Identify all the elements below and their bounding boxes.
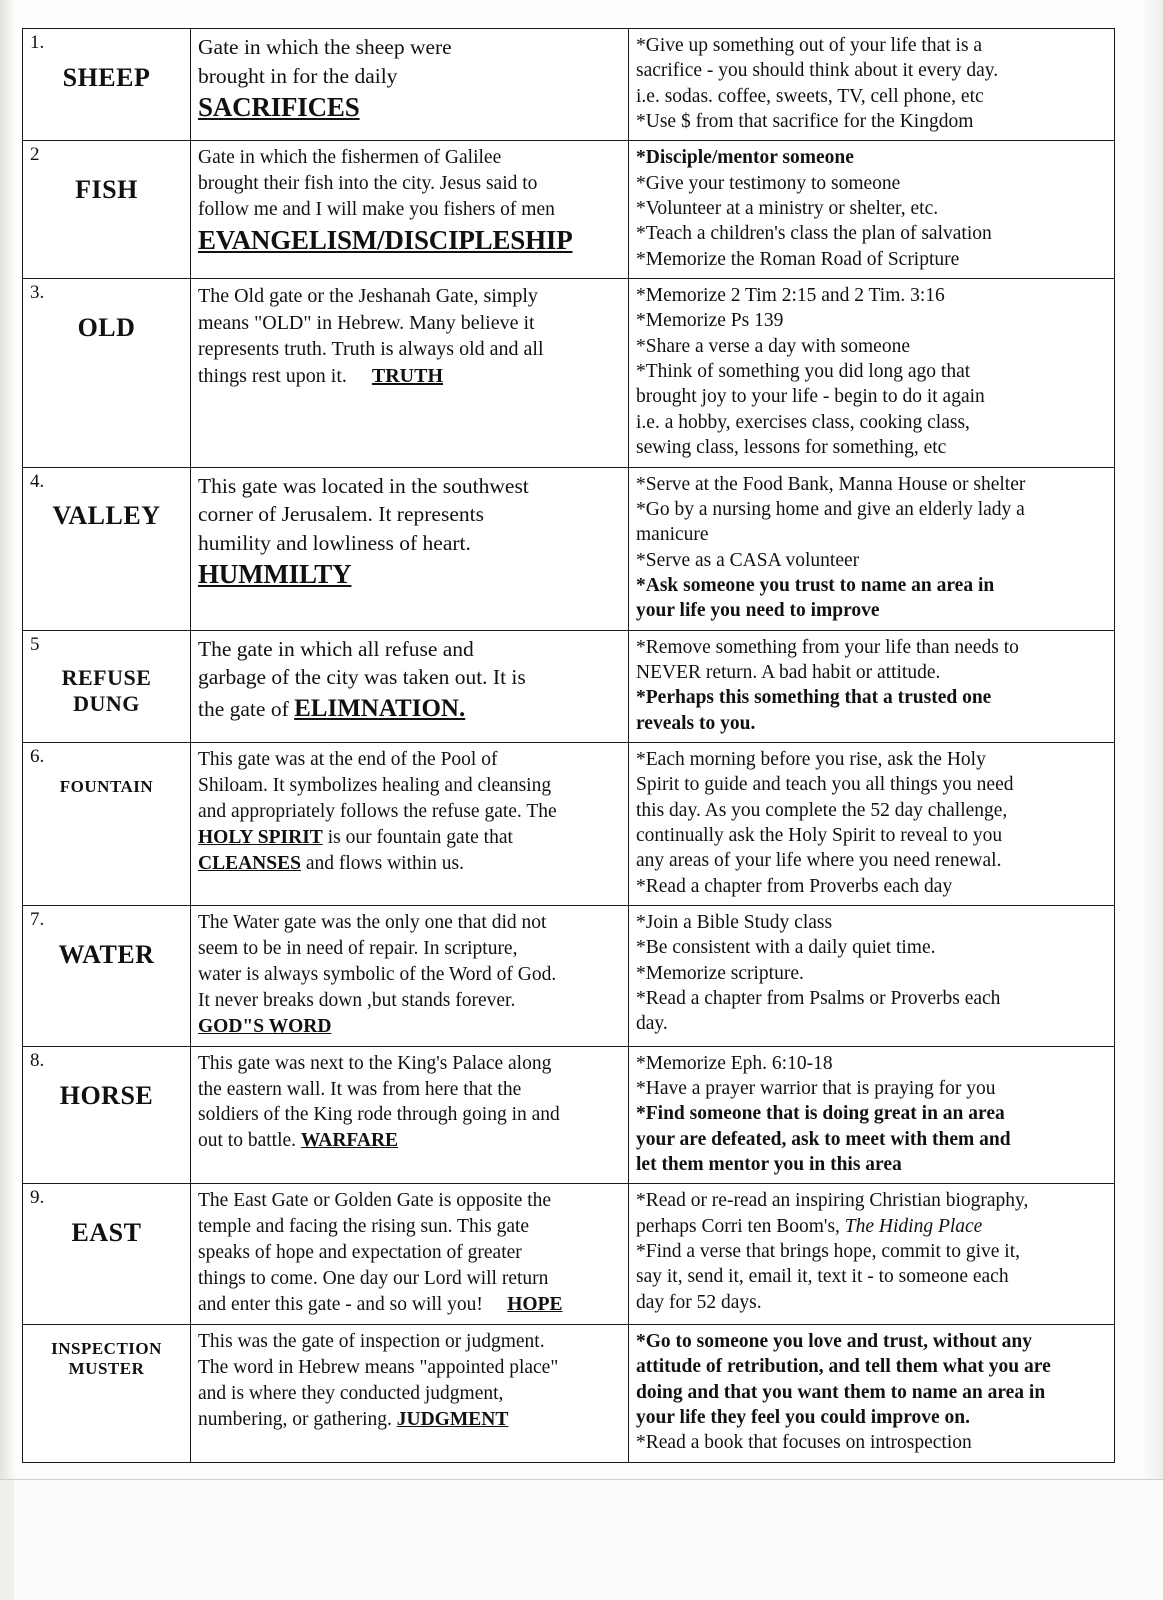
action-line	[636, 1152, 1107, 1177]
action-line	[636, 1380, 1107, 1405]
action-line-text: doing and that you want them to name an area in	[636, 1381, 1046, 1403]
gate-keyword-secondary: CLEANSES	[198, 852, 301, 874]
table-row	[23, 279, 1115, 467]
action-line	[636, 598, 1107, 623]
action-line-text: attitude of retribution, and tell them what you are	[636, 1356, 1051, 1378]
action-line-text: *Memorize 2 Tim 2:15 and 2 Tim. 3:16	[636, 285, 945, 307]
gate-number: 2	[30, 144, 40, 166]
table-row	[23, 1046, 1115, 1184]
gate-keyword: JUDGMENT	[396, 1408, 509, 1430]
table-row	[23, 742, 1115, 905]
gate-name	[30, 501, 183, 531]
gate-keyword: TRUTH	[371, 364, 444, 387]
gate-actions-cell	[629, 742, 1115, 905]
action-line-text: *Use $ from that sacrifice for the Kingdom	[636, 111, 974, 133]
gate-name	[30, 777, 183, 797]
gate-number: 8.	[30, 1049, 45, 1071]
action-line-text: *Read a book that focuses on introspection	[636, 1432, 972, 1454]
action-line-text: *Find someone that is doing great in an area	[636, 1103, 1005, 1125]
action-line-text: say it, send it, email it, text it - to someone each	[636, 1266, 1009, 1288]
action-line-text: let them mentor you in this area	[636, 1153, 902, 1175]
gate-name-line-1: EAST	[71, 1218, 142, 1248]
gate-description-cell	[191, 742, 629, 905]
description-line: numbering, or gathering.	[198, 1408, 397, 1430]
action-line	[636, 961, 1107, 986]
gate-description-cell	[191, 630, 629, 742]
action-line-text: i.e. a hobby, exercises class, cooking class,	[636, 411, 970, 433]
gates-table	[22, 28, 1115, 1463]
table-row	[23, 29, 1115, 141]
description-line: brought in for the daily	[198, 63, 398, 88]
action-line	[636, 823, 1107, 848]
action-line-text: *Go to someone you love and trust, without any	[636, 1330, 1032, 1352]
action-line	[636, 522, 1107, 547]
action-line-text: *Serve as a CASA volunteer	[636, 549, 860, 571]
gate-name-line-1: HORSE	[59, 1080, 154, 1110]
scan-edge-shadow-bottom	[0, 1480, 14, 1600]
gate-actions-cell	[629, 279, 1115, 467]
gate-number: 1.	[30, 32, 45, 53]
table-row	[23, 906, 1115, 1047]
action-line	[636, 1188, 1107, 1213]
description-line: represents truth. Truth is always old and all	[198, 338, 544, 361]
gate-number-cell	[23, 906, 191, 1047]
gate-keyword: ELIMNATION.	[294, 694, 466, 722]
gate-name-line-1: INSPECTION	[51, 1338, 162, 1358]
gate-keyword-line	[198, 223, 621, 259]
action-line-text: continually ask the Holy Spirit to reveal to you	[636, 824, 1003, 846]
action-line	[636, 1011, 1107, 1036]
gate-description-cell	[191, 279, 629, 467]
action-line	[636, 109, 1107, 134]
action-line	[636, 497, 1107, 522]
action-line-text: *Share a verse a day with someone	[636, 335, 910, 357]
action-line	[636, 1290, 1107, 1315]
action-line	[636, 1101, 1107, 1126]
gate-actions-cell	[629, 630, 1115, 742]
action-line-text: *Join a Bible Study class	[636, 912, 833, 933]
action-line	[636, 384, 1107, 409]
table-row	[23, 467, 1115, 630]
gate-actions-cell	[629, 1046, 1115, 1184]
action-line	[636, 435, 1107, 460]
action-line-text: manicure	[636, 524, 709, 546]
action-line-text: your life they feel you could improve on.	[636, 1406, 971, 1428]
action-line-text: perhaps Corri ten Boom's,	[636, 1215, 845, 1237]
action-line	[636, 935, 1107, 960]
description-line: out to battle.	[198, 1130, 301, 1152]
description-line: things to come. One day our Lord will return	[198, 1268, 549, 1290]
action-line	[636, 33, 1107, 58]
description-line: soldiers of the King rode through going in and	[198, 1104, 560, 1126]
gate-keyword: HOLY SPIRIT	[198, 826, 323, 848]
gate-description-cell	[191, 467, 629, 630]
description-line: Gate in which the fishermen of Galilee	[198, 147, 502, 169]
gate-number: 7.	[30, 909, 45, 930]
gate-name	[30, 665, 183, 717]
gate-name-line-2: MUSTER	[68, 1358, 145, 1378]
action-line-text: reveals to you.	[636, 712, 756, 734]
action-line	[636, 798, 1107, 823]
gate-number-cell	[23, 1184, 191, 1325]
description-line: This gate was next to the King's Palace along	[198, 1052, 552, 1074]
gate-keyword: WARFARE	[300, 1130, 399, 1152]
description-line: This gate was at the end of the Pool of	[198, 748, 498, 770]
action-line	[636, 711, 1107, 736]
action-line	[636, 772, 1107, 797]
description-line: It never breaks down ,but stands forever.	[198, 989, 516, 1011]
action-line	[636, 1076, 1107, 1101]
gate-description-cell	[191, 906, 629, 1047]
description-line: This gate was located in the southwest	[198, 473, 529, 498]
action-line-text: your are defeated, ask to meet with them and	[636, 1128, 1011, 1150]
action-line-text: NEVER return. A bad habit or attitude.	[636, 661, 941, 683]
action-line-text: *Give up something out of your life that is a	[636, 35, 983, 56]
action-line-text: *Read a chapter from Proverbs each day	[636, 875, 953, 897]
book-title: The Hiding Place	[844, 1215, 983, 1237]
action-line-text: *Memorize Eph. 6:10-18	[636, 1052, 833, 1074]
description-line: corner of Jerusalem. It represents	[198, 502, 484, 527]
description-line: seem to be in need of repair. In scripture,	[198, 937, 518, 959]
description-line: the eastern wall. It was from here that the	[198, 1078, 522, 1100]
action-line-text: *Give your testimony to someone	[636, 172, 901, 194]
action-line	[636, 308, 1107, 333]
action-line	[636, 1051, 1107, 1076]
description-line: things rest upon it.	[198, 364, 347, 387]
action-line	[636, 58, 1107, 83]
description-line: and enter this gate - and so will you!	[198, 1294, 483, 1316]
gate-keyword: EVANGELISM/DISCIPLESHIP	[198, 225, 573, 256]
gate-keyword: GOD"S WORD	[198, 1015, 332, 1037]
action-line	[636, 548, 1107, 573]
description-line: The word in Hebrew means "appointed place"	[198, 1356, 559, 1378]
action-line	[636, 1354, 1107, 1379]
action-line	[636, 145, 1107, 170]
gate-name-line-1: OLD	[77, 313, 136, 343]
gate-name-line-1: WATER	[58, 939, 155, 969]
action-line	[636, 874, 1107, 899]
action-line-text: *Think of something you did long ago that	[636, 361, 971, 383]
gates-table-body	[23, 29, 1115, 1463]
description-line: water is always symbolic of the Word of God.	[198, 963, 557, 985]
gate-keyword: SACRIFICES	[198, 92, 360, 123]
action-line	[636, 247, 1107, 272]
action-line-text: day for 52 days.	[636, 1291, 762, 1313]
table-row	[23, 630, 1115, 742]
action-line	[636, 334, 1107, 359]
gate-actions-cell	[629, 29, 1115, 141]
action-line-text: *Disciple/mentor someone	[636, 147, 854, 169]
gate-keyword: HUMMILTY	[198, 559, 352, 590]
action-line-text: brought joy to your life - begin to do it again	[636, 386, 985, 408]
gate-description-cell	[191, 1046, 629, 1184]
table-row	[23, 141, 1115, 279]
action-line	[636, 685, 1107, 710]
gate-number: 4.	[30, 470, 45, 492]
action-line-text: *Read a chapter from Psalms or Proverbs each	[636, 988, 1001, 1010]
action-line-text: *Perhaps this something that a trusted one	[636, 687, 992, 709]
gate-number-cell	[23, 630, 191, 742]
gate-name-line-2: DUNG	[73, 690, 140, 716]
action-line	[636, 410, 1107, 435]
action-line	[636, 986, 1107, 1011]
gate-keyword-trailing: is our fountain gate that	[322, 826, 513, 848]
action-line	[636, 196, 1107, 221]
action-line	[636, 1264, 1107, 1289]
action-line-text: *Memorize scripture.	[636, 962, 804, 984]
description-line: The gate in which all refuse and	[198, 636, 474, 661]
description-line: and appropriately follows the refuse gate. The	[198, 800, 557, 822]
gate-description-cell	[191, 29, 629, 141]
gate-name	[30, 1218, 183, 1248]
gate-name	[30, 313, 183, 343]
gate-actions-cell	[629, 141, 1115, 279]
action-line-text: *Be consistent with a daily quiet time.	[636, 937, 936, 959]
action-line	[636, 848, 1107, 873]
gate-number: 9.	[30, 1187, 45, 1209]
gate-keyword-line	[198, 557, 621, 593]
action-line-text: Spirit to guide and teach you all things you need	[636, 774, 1014, 796]
gate-description-cell	[191, 141, 629, 279]
gate-keyword2-line	[198, 851, 621, 877]
action-line	[636, 1239, 1107, 1264]
action-line-text: *Teach a children's class the plan of salvation	[636, 223, 992, 245]
gate-description-cell	[191, 1184, 629, 1325]
action-line-text: this day. As you complete the 52 day challenge,	[636, 799, 1008, 821]
gate-actions-cell	[629, 1184, 1115, 1325]
gate-actions-cell	[629, 906, 1115, 1047]
action-line	[636, 472, 1107, 497]
gate-number: 6.	[30, 745, 45, 767]
gate-keyword: HOPE	[507, 1294, 563, 1316]
description-line: temple and facing the rising sun. This gate	[198, 1216, 530, 1238]
gate-number-cell	[23, 467, 191, 630]
action-line-text: *Read or re-read an inspiring Christian biography,	[636, 1190, 1029, 1212]
description-line: humility and lowliness of heart.	[198, 530, 471, 555]
action-line	[636, 359, 1107, 384]
action-line-text: sacrifice - you should think about it every day.	[636, 60, 999, 82]
action-line	[636, 283, 1107, 308]
gate-name	[30, 1081, 183, 1111]
action-line-text: i.e. sodas. coffee, sweets, TV, cell phone, etc	[636, 85, 984, 107]
action-line-text: sewing class, lessons for something, etc	[636, 437, 947, 459]
action-line	[636, 635, 1107, 660]
action-line-text: *Go by a nursing home and give an elderly lady a	[636, 498, 1025, 520]
page-footer-blank	[0, 1479, 1163, 1600]
gate-actions-cell	[629, 467, 1115, 630]
table-row	[23, 1324, 1115, 1462]
gate-number-cell	[23, 141, 191, 279]
gate-number: 3.	[30, 282, 45, 304]
gate-number: 5	[30, 633, 40, 655]
description-line: brought their fish into the city. Jesus said to	[198, 173, 538, 195]
description-line: The East Gate or Golden Gate is opposite the	[198, 1190, 552, 1212]
gate-number-cell	[23, 1324, 191, 1462]
action-line-text: *Have a prayer warrior that is praying for you	[636, 1077, 996, 1099]
action-line-text: *Each morning before you rise, ask the Holy	[636, 748, 986, 770]
table-row	[23, 1184, 1115, 1325]
action-line-text: *Memorize Ps 139	[636, 310, 784, 332]
description-line: garbage of the city was taken out. It is	[198, 665, 526, 690]
gate-number-cell	[23, 29, 191, 141]
action-line-text: *Memorize the Roman Road of Scripture	[636, 248, 960, 270]
action-line	[636, 221, 1107, 246]
action-line	[636, 1430, 1107, 1455]
gate-keyword-line	[198, 1014, 621, 1040]
gate-name	[30, 175, 183, 205]
action-line-text: *Ask someone you trust to name an area in	[636, 574, 995, 596]
scan-edge-shadow-right	[1141, 0, 1163, 1480]
gate-keyword-secondary-trailing: and flows within us.	[300, 852, 465, 874]
description-line: The Old gate or the Jeshanah Gate, simply	[198, 285, 538, 308]
action-line-text: *Serve at the Food Bank, Manna House or shelter	[636, 473, 1026, 495]
gate-number-cell	[23, 1046, 191, 1184]
gate-keyword-line	[198, 825, 621, 851]
description-line: speaks of hope and expectation of greater	[198, 1242, 522, 1264]
action-line	[636, 84, 1107, 109]
gate-name-line-1: FOUNTAIN	[59, 776, 154, 796]
action-line-text: your life you need to improve	[636, 600, 880, 622]
gate-name-line-1: REFUSE	[61, 664, 152, 690]
action-line	[636, 1329, 1107, 1354]
gate-name	[30, 1339, 183, 1379]
action-line-text: day.	[636, 1013, 668, 1035]
action-line	[636, 910, 1107, 935]
gate-actions-cell	[629, 1324, 1115, 1462]
description-line: Gate in which the sheep were	[198, 35, 452, 59]
description-line: and is where they conducted judgment,	[198, 1382, 504, 1404]
gate-number-cell	[23, 279, 191, 467]
description-line: means "OLD" in Hebrew. Many believe it	[198, 311, 535, 334]
action-line-text: *Find a verse that brings hope, commit to give it,	[636, 1241, 1020, 1263]
action-line	[636, 1405, 1107, 1430]
description-line: Shiloam. It symbolizes healing and cleansing	[198, 774, 552, 796]
action-line-text: *Volunteer at a ministry or shelter, etc.	[636, 198, 939, 220]
action-line	[636, 1214, 1107, 1239]
description-line: This was the gate of inspection or judgment.	[198, 1330, 545, 1352]
action-line-text: *Remove something from your life than needs to	[636, 636, 1019, 658]
gate-number-cell	[23, 742, 191, 905]
gate-name	[30, 63, 183, 93]
action-line-text: any areas of your life where you need renewal.	[636, 850, 1002, 872]
gate-description-cell	[191, 1324, 629, 1462]
gate-name-line-1: FISH	[75, 175, 138, 205]
gate-name	[30, 940, 183, 970]
scan-edge-shadow-left	[0, 0, 16, 1480]
description-line: The Water gate was the only one that did not	[198, 912, 547, 933]
description-line: follow me and I will make you fishers of men	[198, 199, 555, 221]
action-line	[636, 573, 1107, 598]
action-line	[636, 660, 1107, 685]
action-line	[636, 1127, 1107, 1152]
action-line	[636, 171, 1107, 196]
action-line	[636, 747, 1107, 772]
description-line: the gate of	[198, 696, 295, 721]
gate-keyword-line	[198, 90, 621, 126]
gate-name-line-1: VALLEY	[52, 501, 161, 531]
gate-name-line-1: SHEEP	[62, 62, 151, 92]
